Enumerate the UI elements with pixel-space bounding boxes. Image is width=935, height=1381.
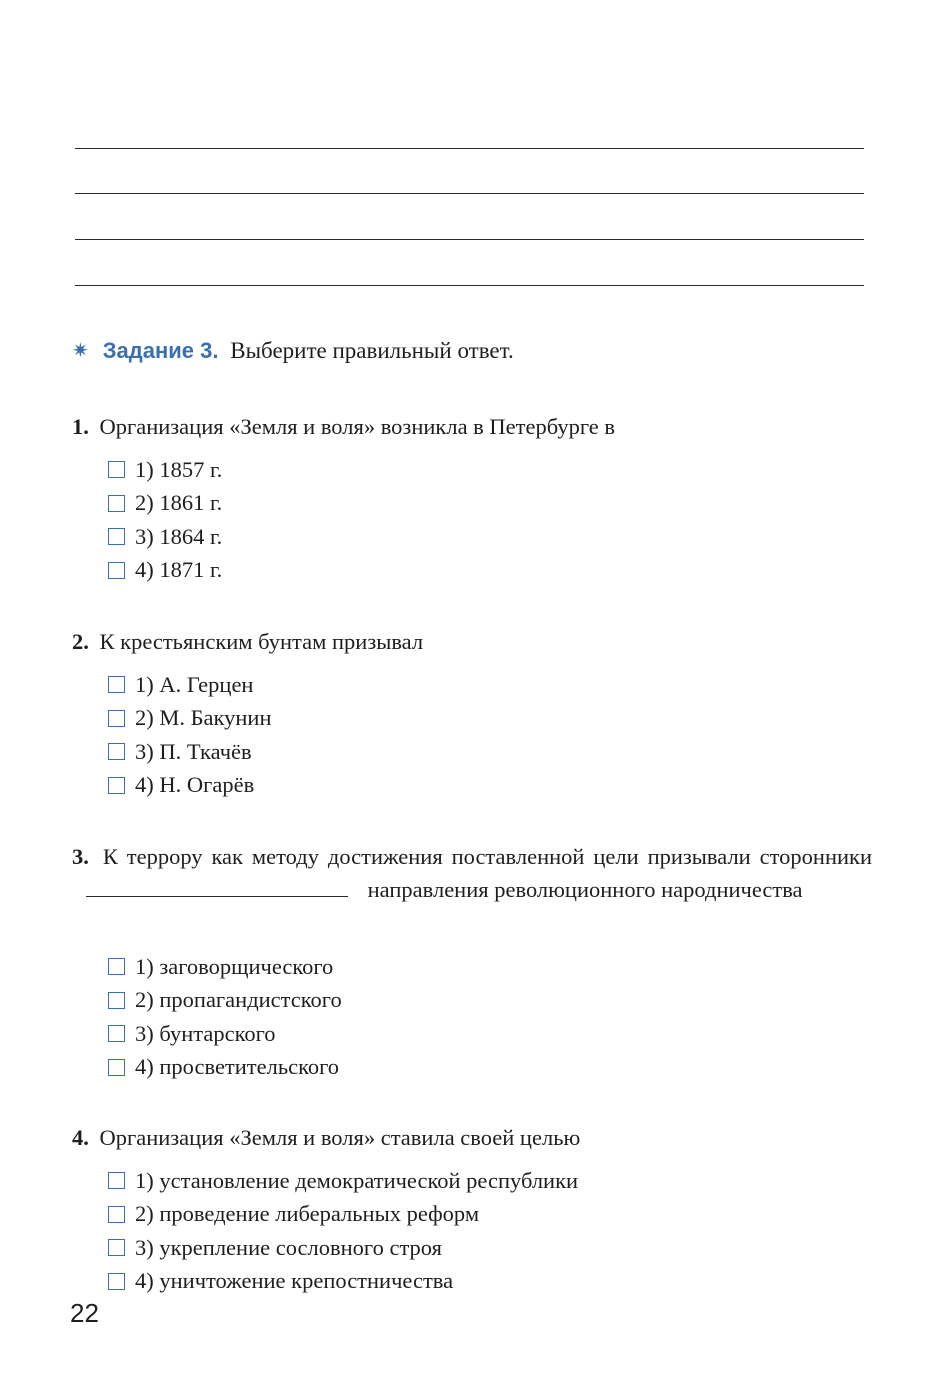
- question-number: 2.: [72, 629, 89, 654]
- answer-line[interactable]: [75, 193, 864, 194]
- question-2: [72, 625, 872, 658]
- checkbox[interactable]: [108, 495, 125, 512]
- option-label: 1) 1857 г.: [135, 456, 223, 482]
- question-3-options: [108, 950, 808, 1084]
- checkbox[interactable]: [108, 461, 125, 478]
- option-label: 4) 1871 г.: [135, 557, 223, 583]
- option-label: 1) заговорщического: [135, 953, 334, 979]
- option-3[interactable]: [108, 520, 808, 554]
- option-label: 1) установление демократической республики: [135, 1167, 579, 1193]
- option-label: 3) 1864 г.: [135, 523, 223, 549]
- checkbox[interactable]: [108, 1172, 125, 1189]
- checkbox[interactable]: [108, 528, 125, 545]
- answer-line[interactable]: [75, 285, 864, 286]
- answer-line[interactable]: [75, 148, 864, 149]
- option-label: 3) П. Ткачёв: [135, 738, 252, 764]
- option-4[interactable]: [108, 1051, 808, 1085]
- checkbox[interactable]: [108, 562, 125, 579]
- option-4[interactable]: [108, 1265, 808, 1299]
- option-label: 4) уничтожение крепостничества: [135, 1268, 454, 1294]
- task-label: Задание 3.: [102, 338, 219, 363]
- checkbox[interactable]: [108, 958, 125, 975]
- question-1-options: [108, 453, 808, 587]
- answer-line[interactable]: [75, 239, 864, 240]
- question-text-before: К террору как методу достижения поставленной цели призывали сторонники: [102, 844, 873, 869]
- question-4-options: [108, 1164, 808, 1298]
- checkbox[interactable]: [108, 1059, 125, 1076]
- option-2[interactable]: [108, 1198, 808, 1232]
- option-label: 3) укрепление сословного строя: [135, 1234, 442, 1260]
- option-label: 2) проведение либеральных реформ: [135, 1201, 480, 1227]
- option-1[interactable]: [108, 1164, 808, 1198]
- page-number: 22: [70, 1298, 99, 1328]
- question-text: Организация «Земля и воля» возникла в Петербурге в: [99, 414, 615, 439]
- checkbox[interactable]: [108, 1206, 125, 1223]
- question-number: 3.: [72, 844, 89, 869]
- option-label: 2) М. Бакунин: [135, 705, 272, 731]
- option-3[interactable]: [108, 1017, 808, 1051]
- option-label: 2) пропагандистского: [135, 987, 342, 1013]
- option-label: 4) просветительского: [135, 1054, 340, 1080]
- checkbox[interactable]: [108, 1273, 125, 1290]
- option-label: 3) бунтарского: [135, 1020, 276, 1046]
- question-4: [72, 1121, 872, 1154]
- checkbox[interactable]: [108, 676, 125, 693]
- question-number: 1.: [72, 414, 89, 439]
- question-text: К крестьянским бунтам призывал: [99, 629, 424, 654]
- option-4[interactable]: [108, 769, 808, 803]
- checkbox[interactable]: [108, 710, 125, 727]
- question-2-options: [108, 668, 808, 802]
- option-2[interactable]: [108, 984, 808, 1018]
- task-heading: [72, 338, 514, 364]
- option-label: 4) Н. Огарёв: [135, 772, 255, 798]
- option-label: 1) А. Герцен: [135, 671, 254, 697]
- question-1: [72, 410, 872, 443]
- question-3: [72, 840, 872, 906]
- question-text: Организация «Земля и воля» ставила своей целью: [99, 1125, 581, 1150]
- question-number: 4.: [72, 1125, 89, 1150]
- option-2[interactable]: [108, 487, 808, 521]
- option-2[interactable]: [108, 702, 808, 736]
- checkbox[interactable]: [108, 1239, 125, 1256]
- question-text-after: направления революционного народничества: [367, 877, 803, 902]
- checkbox[interactable]: [108, 743, 125, 760]
- option-label: 2) 1861 г.: [135, 490, 223, 516]
- option-4[interactable]: [108, 554, 808, 588]
- option-1[interactable]: [108, 668, 808, 702]
- checkbox[interactable]: [108, 777, 125, 794]
- checkbox[interactable]: [108, 1025, 125, 1042]
- option-1[interactable]: [108, 453, 808, 487]
- option-3[interactable]: [108, 735, 808, 769]
- asterisk-icon: ✷: [72, 338, 89, 362]
- checkbox[interactable]: [108, 992, 125, 1009]
- fill-in-blank[interactable]: [86, 895, 348, 897]
- option-3[interactable]: [108, 1231, 808, 1265]
- task-instruction: Выберите правильный ответ.: [230, 338, 514, 363]
- option-1[interactable]: [108, 950, 808, 984]
